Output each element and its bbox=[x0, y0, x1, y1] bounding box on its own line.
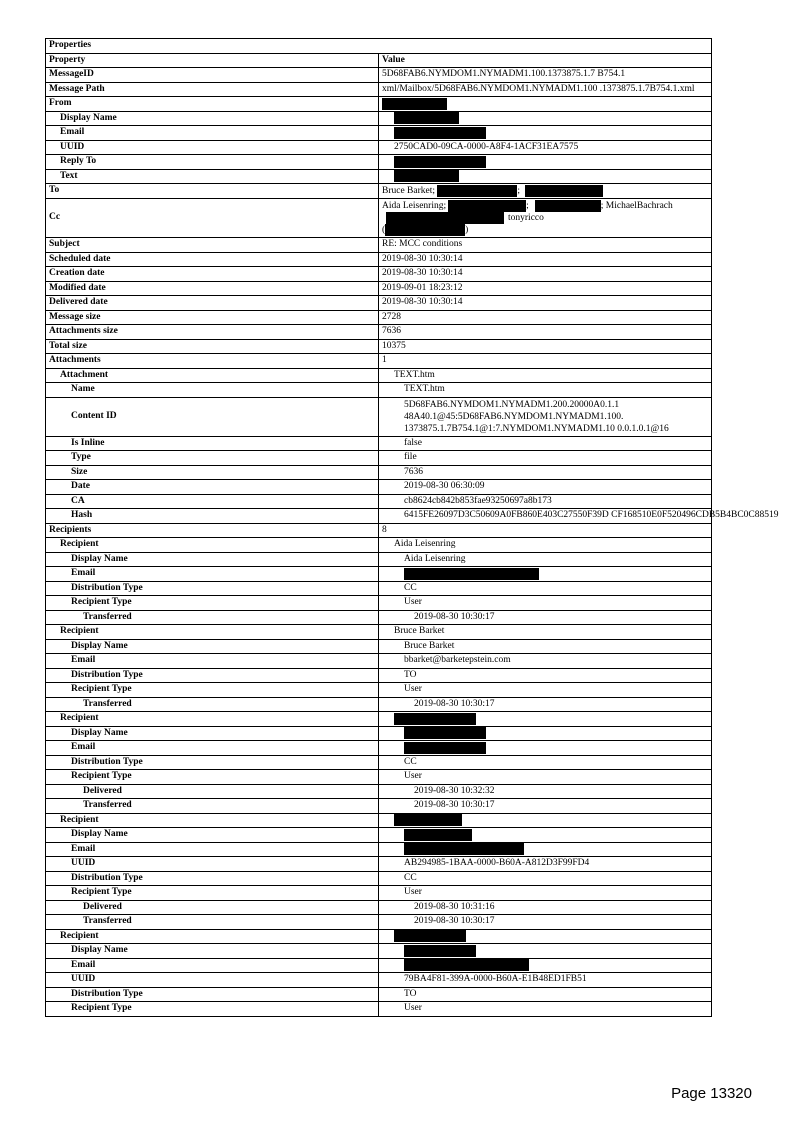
table-row bbox=[46, 111, 712, 126]
property-value: 5D68FAB6.NYMDOM1.NYMADM1.200.20000A0.1.1 48A40.1@45:5D68FAB6.NYMDOM1.NYMADM1.100. 1373875.1.7B754.1@1:7.NYMDOM1.NYMADM1.10 0.0.1.0.1@16 bbox=[379, 397, 712, 436]
redaction-block bbox=[394, 814, 462, 826]
property-value: 6415FE26097D3C50609A0FB860E403C27550F39D CF168510E0F520496CDB5B4BC0C88519 bbox=[379, 509, 712, 524]
property-value: TEXT.htm bbox=[379, 368, 712, 383]
property-name: Date bbox=[46, 480, 379, 495]
table-row bbox=[46, 915, 712, 930]
table-row bbox=[46, 552, 712, 567]
property-name: Distribution Type bbox=[46, 871, 379, 886]
property-value: 5D68FAB6.NYMDOM1.NYMADM1.100.1373875.1.7 B754.1 bbox=[379, 68, 712, 83]
property-name: Recipient bbox=[46, 813, 379, 828]
property-name: Cc bbox=[46, 198, 379, 238]
table-row bbox=[46, 339, 712, 354]
table-row bbox=[46, 726, 712, 741]
property-name: Recipient bbox=[46, 712, 379, 727]
table-row bbox=[46, 770, 712, 785]
table-row bbox=[46, 354, 712, 369]
property-name: Display Name bbox=[46, 111, 379, 126]
table-row bbox=[46, 567, 712, 582]
redaction-block bbox=[382, 98, 447, 110]
redaction-block bbox=[448, 200, 526, 212]
redaction-block bbox=[404, 742, 486, 754]
property-value bbox=[379, 958, 712, 973]
table-row bbox=[46, 828, 712, 843]
properties-table-body bbox=[46, 39, 779, 1017]
redaction-block bbox=[404, 843, 524, 855]
property-name: Distribution Type bbox=[46, 668, 379, 683]
property-name: Content ID bbox=[46, 397, 379, 436]
table-row bbox=[46, 169, 712, 184]
property-name: Email bbox=[46, 842, 379, 857]
table-row bbox=[46, 871, 712, 886]
table-row bbox=[46, 639, 712, 654]
table-row bbox=[46, 509, 712, 524]
table-row bbox=[46, 451, 712, 466]
table-row bbox=[46, 368, 712, 383]
property-value: User bbox=[379, 1002, 712, 1017]
property-name: To bbox=[46, 184, 379, 199]
property-name: Distribution Type bbox=[46, 987, 379, 1002]
table-row bbox=[46, 383, 712, 398]
property-name: Total size bbox=[46, 339, 379, 354]
property-name: UUID bbox=[46, 857, 379, 872]
header-row bbox=[46, 53, 712, 68]
property-value: TEXT.htm bbox=[379, 383, 712, 398]
property-value: cb8624cb842b853fae93250697a8b173 bbox=[379, 494, 712, 509]
table-row bbox=[46, 436, 712, 451]
property-value bbox=[379, 155, 712, 170]
property-name: Recipient Type bbox=[46, 596, 379, 611]
table-row bbox=[46, 397, 712, 436]
table-row bbox=[46, 712, 712, 727]
table-row bbox=[46, 973, 712, 988]
property-value: User bbox=[379, 683, 712, 698]
property-value: 2019-08-30 10:30:14 bbox=[379, 296, 712, 311]
property-name: From bbox=[46, 97, 379, 112]
property-name: UUID bbox=[46, 973, 379, 988]
table-row bbox=[46, 683, 712, 698]
property-value: Aida Leisenring bbox=[379, 538, 712, 553]
redaction-block bbox=[404, 829, 472, 841]
property-value: 2019-08-30 10:30:17 bbox=[379, 697, 712, 712]
redaction-block bbox=[394, 112, 459, 124]
table-row bbox=[46, 610, 712, 625]
table-row bbox=[46, 126, 712, 141]
cc-recipient: tonyricco bbox=[508, 212, 544, 223]
value-separator: ; bbox=[517, 185, 521, 196]
redaction-block bbox=[404, 727, 486, 739]
property-name: Distribution Type bbox=[46, 755, 379, 770]
property-name: Size bbox=[46, 465, 379, 480]
property-value: 2728 bbox=[379, 310, 712, 325]
property-value: 8 bbox=[379, 523, 712, 538]
property-name: Display Name bbox=[46, 726, 379, 741]
redaction-block bbox=[385, 224, 465, 236]
table-row bbox=[46, 668, 712, 683]
table-row bbox=[46, 494, 712, 509]
property-value bbox=[379, 944, 712, 959]
property-value: User bbox=[379, 770, 712, 785]
property-value: bbarket@barketepstein.com bbox=[379, 654, 712, 669]
table-row bbox=[46, 886, 712, 901]
property-name: Modified date bbox=[46, 281, 379, 296]
property-value: 2019-09-01 18:23:12 bbox=[379, 281, 712, 296]
table-row bbox=[46, 799, 712, 814]
property-value: CC bbox=[379, 755, 712, 770]
property-name: Display Name bbox=[46, 552, 379, 567]
property-value: 2019-08-30 06:30:09 bbox=[379, 480, 712, 495]
property-name: Recipient Type bbox=[46, 886, 379, 901]
property-name: MessageID bbox=[46, 68, 379, 83]
table-row bbox=[46, 184, 712, 199]
property-name: Reply To bbox=[46, 155, 379, 170]
property-name: Scheduled date bbox=[46, 252, 379, 267]
property-column-header: Property bbox=[46, 53, 379, 68]
table-row bbox=[46, 267, 712, 282]
property-name: CA bbox=[46, 494, 379, 509]
cc-paren: ) bbox=[465, 225, 469, 236]
table-row bbox=[46, 155, 712, 170]
redaction-block bbox=[394, 156, 486, 168]
redaction-block bbox=[394, 170, 459, 182]
property-name: Recipient bbox=[46, 625, 379, 640]
redaction-block bbox=[525, 185, 603, 197]
property-name: Recipient bbox=[46, 929, 379, 944]
property-value: 2019-08-30 10:30:14 bbox=[379, 252, 712, 267]
table-row bbox=[46, 480, 712, 495]
table-row bbox=[46, 944, 712, 959]
property-value bbox=[379, 842, 712, 857]
property-value bbox=[379, 813, 712, 828]
property-name: Transferred bbox=[46, 799, 379, 814]
property-name: Transferred bbox=[46, 697, 379, 712]
property-value: TO bbox=[379, 668, 712, 683]
property-name: UUID bbox=[46, 140, 379, 155]
property-name: Text bbox=[46, 169, 379, 184]
property-value: 2019-08-30 10:30:17 bbox=[379, 610, 712, 625]
property-name: Display Name bbox=[46, 828, 379, 843]
property-value: 2750CAD0-09CA-0000-A8F4-1ACF31EA7575 bbox=[379, 140, 712, 155]
property-value: User bbox=[379, 886, 712, 901]
cc-recipient: Aida Leisenring; bbox=[382, 200, 447, 211]
property-value: Bruce Barket bbox=[379, 625, 712, 640]
redaction-block bbox=[535, 200, 601, 212]
table-row bbox=[46, 198, 712, 238]
table-row bbox=[46, 465, 712, 480]
table-row bbox=[46, 741, 712, 756]
property-value: 1 bbox=[379, 354, 712, 369]
property-value: CC bbox=[379, 871, 712, 886]
property-name: Recipient Type bbox=[46, 1002, 379, 1017]
property-value: RE: MCC conditions bbox=[379, 238, 712, 253]
table-row bbox=[46, 813, 712, 828]
property-value: 7636 bbox=[379, 465, 712, 480]
property-name: Message size bbox=[46, 310, 379, 325]
table-row bbox=[46, 784, 712, 799]
value-column-header: Value bbox=[379, 53, 712, 68]
property-value: 2019-08-30 10:30:17 bbox=[379, 799, 712, 814]
redaction-block bbox=[386, 212, 504, 224]
property-value: xml/Mailbox/5D68FAB6.NYMDOM1.NYMADM1.100 .1373875.1.7B754.1.xml bbox=[379, 82, 712, 97]
property-name: Type bbox=[46, 451, 379, 466]
property-name: Recipient bbox=[46, 538, 379, 553]
table-row bbox=[46, 581, 712, 596]
property-value bbox=[379, 929, 712, 944]
table-row bbox=[46, 842, 712, 857]
property-value bbox=[379, 184, 712, 199]
redaction-block bbox=[404, 959, 529, 971]
property-name: Delivered bbox=[46, 784, 379, 799]
table-row bbox=[46, 654, 712, 669]
property-value bbox=[379, 828, 712, 843]
property-value: file bbox=[379, 451, 712, 466]
property-name: Recipient Type bbox=[46, 770, 379, 785]
property-value: 2019-08-30 10:32:32 bbox=[379, 784, 712, 799]
table-row bbox=[46, 296, 712, 311]
property-name: Hash bbox=[46, 509, 379, 524]
property-value bbox=[379, 97, 712, 112]
table-row bbox=[46, 281, 712, 296]
redaction-block bbox=[404, 945, 476, 957]
table-row bbox=[46, 523, 712, 538]
property-value bbox=[379, 111, 712, 126]
table-row bbox=[46, 596, 712, 611]
table-row bbox=[46, 755, 712, 770]
property-name: Delivered bbox=[46, 900, 379, 915]
property-name: Email bbox=[46, 741, 379, 756]
cc-recipient: ; MichaelBachrach bbox=[600, 200, 673, 211]
table-row bbox=[46, 987, 712, 1002]
property-value bbox=[379, 198, 712, 238]
table-row bbox=[46, 857, 712, 872]
property-name: Attachments bbox=[46, 354, 379, 369]
property-value: AB294985-1BAA-0000-B60A-A812D3F99FD4 bbox=[379, 857, 712, 872]
property-name: Distribution Type bbox=[46, 581, 379, 596]
page-number: Page 13320 bbox=[671, 1085, 752, 1102]
table-row bbox=[46, 929, 712, 944]
property-name: Recipients bbox=[46, 523, 379, 538]
property-value: Bruce Barket bbox=[379, 639, 712, 654]
property-value: 10375 bbox=[379, 339, 712, 354]
cc-paren: ( bbox=[382, 225, 386, 236]
property-name: Display Name bbox=[46, 639, 379, 654]
redaction-block bbox=[394, 127, 486, 139]
redaction-block bbox=[437, 185, 517, 197]
redaction-block bbox=[394, 930, 466, 942]
property-name: Name bbox=[46, 383, 379, 398]
redaction-block bbox=[394, 713, 476, 725]
table-row bbox=[46, 1002, 712, 1017]
property-value: CC bbox=[379, 581, 712, 596]
property-value: 2019-08-30 10:30:17 bbox=[379, 915, 712, 930]
property-name: Is Inline bbox=[46, 436, 379, 451]
property-value: 79BA4F81-399A-0000-B60A-E1B48ED1FB51 bbox=[379, 973, 712, 988]
table-row bbox=[46, 238, 712, 253]
table-row bbox=[46, 140, 712, 155]
property-name: Transferred bbox=[46, 915, 379, 930]
property-name: Email bbox=[46, 567, 379, 582]
property-name: Subject bbox=[46, 238, 379, 253]
property-value bbox=[379, 126, 712, 141]
property-value bbox=[379, 169, 712, 184]
property-value: 7636 bbox=[379, 325, 712, 340]
property-name: Email bbox=[46, 958, 379, 973]
value-text: Bruce Barket; bbox=[382, 185, 438, 196]
property-name: Message Path bbox=[46, 82, 379, 97]
property-name: Recipient Type bbox=[46, 683, 379, 698]
table-row bbox=[46, 697, 712, 712]
property-name: Attachment bbox=[46, 368, 379, 383]
properties-table bbox=[45, 38, 779, 1017]
redaction-block bbox=[404, 568, 539, 580]
table-row bbox=[46, 325, 712, 340]
property-value: 2019-08-30 10:31:16 bbox=[379, 900, 712, 915]
table-row bbox=[46, 82, 712, 97]
property-value: User bbox=[379, 596, 712, 611]
table-row bbox=[46, 958, 712, 973]
property-name: Email bbox=[46, 654, 379, 669]
property-name: Delivered date bbox=[46, 296, 379, 311]
table-row bbox=[46, 68, 712, 83]
cc-separator: ; bbox=[526, 200, 529, 211]
property-value: 2019-08-30 10:30:14 bbox=[379, 267, 712, 282]
property-value bbox=[379, 726, 712, 741]
property-value: Aida Leisenring bbox=[379, 552, 712, 567]
property-name: Display Name bbox=[46, 944, 379, 959]
property-value bbox=[379, 712, 712, 727]
table-title: Properties bbox=[46, 39, 712, 54]
property-value: false bbox=[379, 436, 712, 451]
table-row bbox=[46, 900, 712, 915]
table-row bbox=[46, 625, 712, 640]
table-row bbox=[46, 310, 712, 325]
property-name: Transferred bbox=[46, 610, 379, 625]
property-name: Attachments size bbox=[46, 325, 379, 340]
property-name: Email bbox=[46, 126, 379, 141]
table-row bbox=[46, 538, 712, 553]
title-row bbox=[46, 39, 712, 54]
property-value bbox=[379, 741, 712, 756]
properties-document bbox=[45, 38, 779, 1017]
property-name: Creation date bbox=[46, 267, 379, 282]
table-row bbox=[46, 252, 712, 267]
table-row bbox=[46, 97, 712, 112]
property-value bbox=[379, 567, 712, 582]
property-value: TO bbox=[379, 987, 712, 1002]
